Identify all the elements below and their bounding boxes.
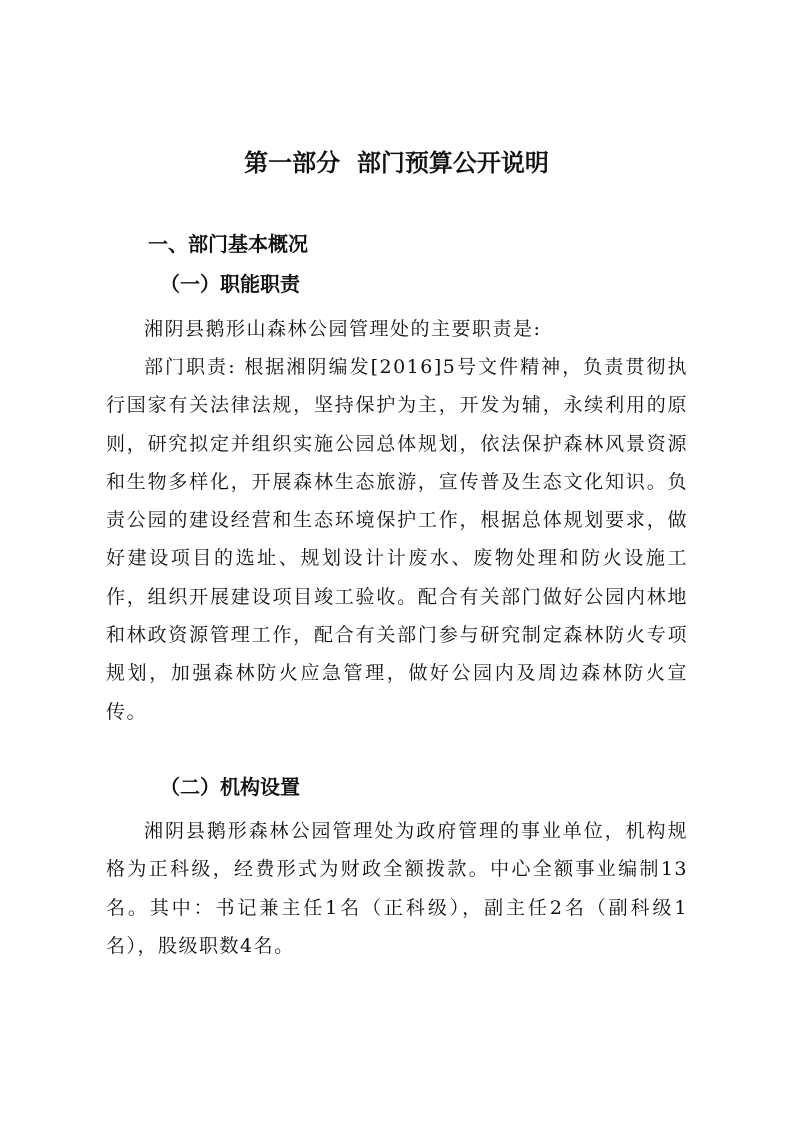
duties-intro-paragraph: 湘阴县鹅形山森林公园管理处的主要职责是:	[144, 318, 542, 340]
subsection-heading-duties: （一）职能职责	[160, 272, 300, 296]
subsection-heading-organization: （二）机构设置	[160, 775, 300, 799]
page-title: 第一部分 部门预算公开说明	[244, 148, 549, 177]
organization-body-paragraph: 湘阴县鹅形森林公园管理处为政府管理的事业单位，机构规格为正科级，经费形式为财政全额拨款。中心全额事业编制13名。其中：书记兼主任1名（正科级），副主任2名（副科级1名），股级职数4名。	[106, 820, 688, 957]
section-heading-basic-overview: 一、部门基本概况	[148, 232, 308, 256]
duties-body-paragraph: 部门职责: 根据湘阴编发[2016]5号文件精神，负责贯彻执行国家有关法律法规，坚持保护为主，开发为辅，永续利用的原则，研究拟定并组织实施公园总体规划，依法保护森林风景资源和生物多样化，开展森林生态旅游，宣传普及生态文化知识。负责公园的建设经营和生态环境保护工作，根据总体规划要求，做好建设项目的选址、规划设计计废水、废物处理和防火设施工作，组织开展建设项目竣工验收。配合有关部门做好公园内林地和林政资源管理工作，配合有关部门参与研究制定森林防火专项规划，加强森林防火应急管理，做好公园内及周边森林防火宣传。	[106, 356, 688, 723]
